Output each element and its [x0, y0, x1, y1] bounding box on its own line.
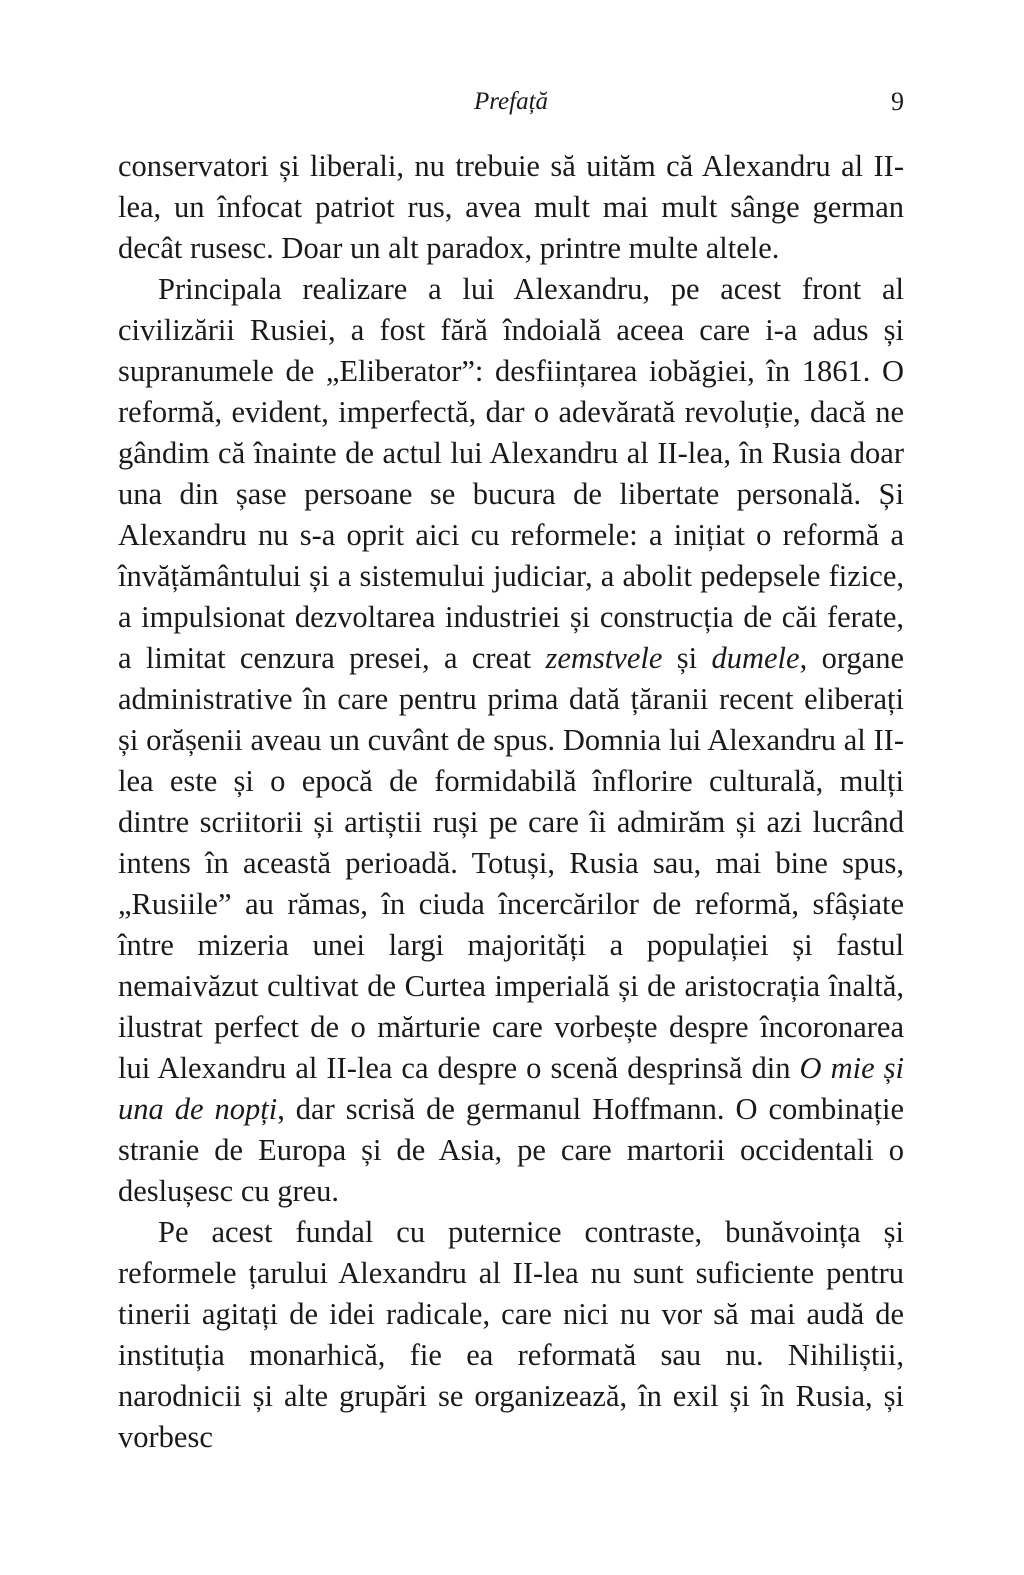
paragraph — [118, 1212, 904, 1458]
italic-term: zemstvele — [545, 641, 663, 675]
text-segment: Principala realizare a lui Alexandru, pe acest front al civilizării Rusiei, a fost fără îndoială aceea care i-a adus și supranumele de „Eliberator”: desființarea iobăgiei, în 1861. O reformă, evident, imperfectă, dar o adevărată revoluție, dacă ne gândim că înainte de actul lui Alexandru al II-lea, în Rusia doar una din șase persoane se bucura de libertate personală. Și Alexandru nu s-a oprit aici cu reformele: a inițiat o reformă a învățământului și a sistemului judiciar, a abolit pedepsele fizice, a impulsionat dezvoltarea industriei și construcția de căi ferate, a limitat cenzura presei, a creat — [118, 272, 904, 675]
page-number: 9 — [891, 87, 904, 116]
paragraph — [118, 146, 904, 269]
text-segment: , organe administrative în care pentru prima dată țăranii recent eliberați și orășenii aveau un cuvânt de spus. Domnia lui Alexandru al II-lea este și o epocă de formidabilă înflorire culturală, mulți dintre scriitorii și artiștii ruși pe care îi admirăm și azi lucrând intens în această perioadă. Totuși, Rusia sau, mai bine spus, „Rusiile” au rămas, în ciuda încercărilor de reformă, sfâșiate între mizeria unei largi majorități a populației și fastul nemaivăzut cultivat de Curtea imperială și de aristocrația înaltă, ilustrat perfect de o mărturie care vorbește despre încoronarea lui Alexandru al II-lea ca despre o scenă desprinsă din — [118, 641, 904, 1085]
paragraph — [118, 269, 904, 1212]
text-segment: , dar scrisă de germanul Hoffmann. O combinație stranie de Europa și de Asia, pe care martorii occidentali o deslușesc cu greu. — [118, 1092, 904, 1208]
italic-book-title: O mie și una de nopți — [118, 1051, 904, 1126]
running-title: Prefață — [473, 88, 549, 115]
text-segment: Pe acest fundal cu puternice contraste, bunăvoința și reformele țarului Alexandru al II-lea nu sunt suficiente pentru tinerii agitați de idei radicale, care nici nu vor să mai audă de instituția monarhică, fie ea reformată sau nu. Nihiliștii, narodnicii și alte grupări se organizează, în exil și în Rusia, și vorbesc — [118, 1215, 904, 1454]
text-segment: conservatori și liberali, nu trebuie să uităm că Alexandru al II-lea, un înfocat patriot rus, avea mult mai mult sânge german decât rusesc. Doar un alt paradox, printre multe altele. — [118, 149, 904, 265]
body-text — [118, 146, 904, 1458]
italic-term: dumele — [711, 641, 800, 675]
text-segment: și — [662, 641, 712, 675]
page-header — [118, 82, 904, 122]
